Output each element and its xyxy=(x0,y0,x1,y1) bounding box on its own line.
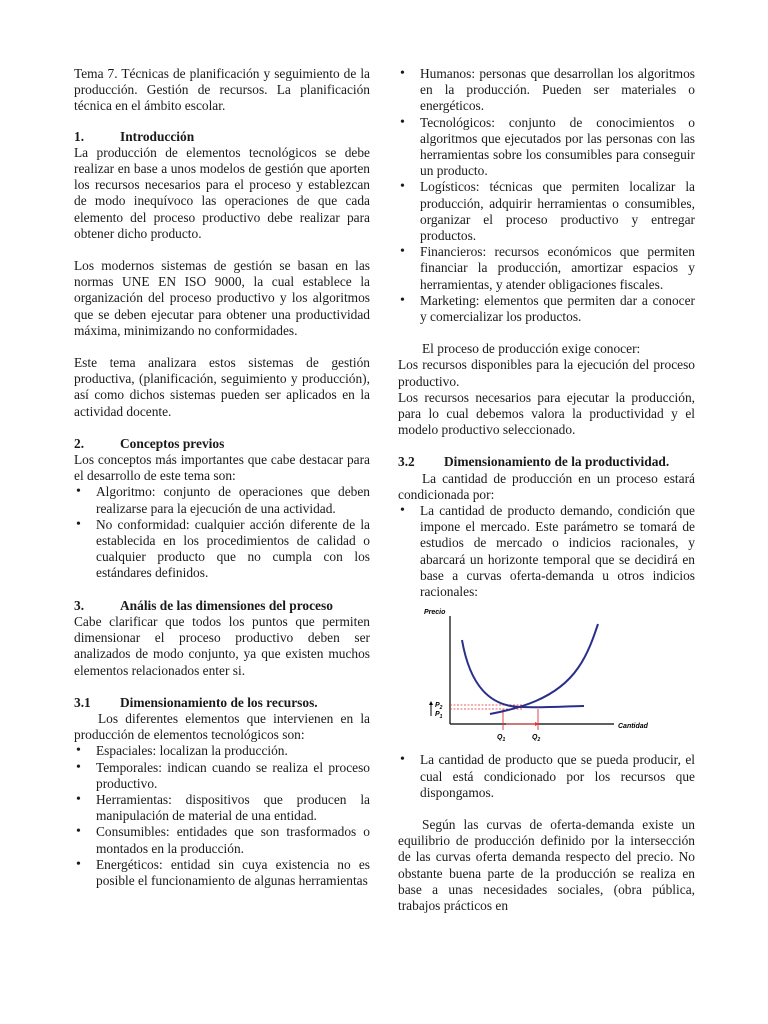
section-3-heading xyxy=(74,598,370,614)
x-axis-label: Cantidad xyxy=(618,723,648,731)
section-number: 3.1 xyxy=(74,694,91,710)
list-item: • Financieros: recursos económicos que permiten financiar la producción, amortizar espacios y herramientas, y atender obligaciones fiscales. xyxy=(398,244,695,293)
supply-demand-figure xyxy=(398,606,695,748)
section-1-heading xyxy=(74,129,370,145)
paragraph: Los recursos disponibles para la ejecución del proceso productivo. xyxy=(398,357,695,389)
list-item: • Consumibles: entidades que son trasformados o montados en la producción. xyxy=(74,824,370,856)
section-number: 3.2 xyxy=(398,454,415,470)
section-title: Anális de las dimensiones del proceso xyxy=(120,597,333,613)
list-item: • No conformidad: cualquier acción diferente de la establecida en los procedimientos de calidad o cualquier producto que no cumpla con los estándares definidos. xyxy=(74,517,370,582)
bullet-list xyxy=(74,484,370,581)
section-3-2-heading xyxy=(398,454,695,470)
list-item: • La cantidad de producto demando, condición que impone el mercado. Este parámetro se tomará de estudios de mercado o indicios racionales, y abarcará un horizonte temporal que se decidirá en base a curvas oferta-demanda u otros indicios racionales: xyxy=(398,503,695,600)
bullet-list xyxy=(74,743,370,889)
p2-label: $P_2$ xyxy=(435,702,443,712)
section-number: 1. xyxy=(74,128,85,144)
list-item: • Espaciales: localizan la producción. xyxy=(74,743,370,759)
document-title: Tema 7. Técnicas de planificación y seguimiento de la producción. Gestión de recursos. La planificación técnica en el ámbito escolar. xyxy=(74,66,370,114)
section-number: 2. xyxy=(74,435,85,451)
paragraph: Los recursos necesarios para ejecutar la producción, para lo cual debemos valora la productividad y el modelo productivo seleccionado. xyxy=(398,389,695,438)
demand-curve xyxy=(462,640,584,707)
list-item: • Energéticos: entidad sin cuya existencia no es posible el funcionamiento de algunas herramientas xyxy=(74,857,370,889)
list-item: • Herramientas: dispositivos que producen la manipulación de material de una entidad. xyxy=(74,792,370,824)
paragraph: Los diferentes elementos que intervienen en la producción de elementos tecnológicos son: xyxy=(74,710,370,743)
section-2-heading xyxy=(74,436,370,452)
paragraph: Según las curvas de oferta-demanda existe un equilibrio de producción definido por la intersección de las curvas oferta demanda respecto del precio. No obstante buena parte de la producción se realiza en base a unas necesidades sociales, (obra pública, trabajos prácticos en xyxy=(398,816,695,913)
section-title: Dimensionamiento de los recursos. xyxy=(120,694,318,710)
paragraph: La producción de elementos tecnológicos se debe realizar en base a unos modelos de gestión que aporten los recursos necesarios para el proceso y establezcan de modo inequívoco las operaciones de que cada elemento del proceso productivo debe realizar para obtener dicho producto. xyxy=(74,144,370,241)
list-item: • Marketing: elementos que permiten dar a conocer y comercializar los productos. xyxy=(398,293,695,325)
list-item: • Algoritmo: conjunto de operaciones que deben realizarse para la ejecución de una actividad. xyxy=(74,484,370,516)
q2-label: $Q_2$ xyxy=(532,734,541,744)
section-3-1-heading xyxy=(74,695,370,711)
y-axis-label: Precio xyxy=(424,609,446,617)
bullet-list xyxy=(398,503,695,600)
list-item: • Humanos: personas que desarrollan los algoritmos en la producción. Pueden ser materiales o energéticos. xyxy=(398,66,695,115)
section-title: Conceptos previos xyxy=(120,435,225,451)
p1-label: $P_1$ xyxy=(435,711,443,721)
supply-demand-diagram xyxy=(398,606,695,748)
paragraph: Los modernos sistemas de gestión se basan en las normas UNE EN ISO 9000, la cual establece la organización del proceso productivo y los algoritmos que se deben ejecutar para obtener una productividad máxima, minimizando no conformidades. xyxy=(74,258,370,338)
bullet-list xyxy=(398,752,695,801)
section-title: Dimensionamiento de la productividad. xyxy=(444,454,670,470)
q1-label: $Q_1$ xyxy=(497,734,506,744)
list-item: • La cantidad de producto que se pueda producir, el cual está condicionado por los recursos que dispongamos. xyxy=(398,752,695,801)
list-item: • Tecnológicos: conjunto de conocimientos o algoritmos que ejecutados por las personas con las herramientas sobre los consumibles para conseguir un producto. xyxy=(398,115,695,180)
list-item: • Temporales: indican cuando se realiza el proceso productivo. xyxy=(74,760,370,792)
section-number: 3. xyxy=(74,597,85,613)
price-arrow-head xyxy=(429,701,433,705)
paragraph: El proceso de producción exige conocer: xyxy=(422,341,641,357)
bullet-list xyxy=(398,66,695,325)
paragraph: Cabe clarificar que todos los puntos que permiten dimensionar el proceso productivo deben ser analizados de modo conjunto, ya que existen muchos elementos relacionados enter si. xyxy=(74,613,370,678)
paragraph: Los conceptos más importantes que cabe destacar para el desarrollo de este tema son: xyxy=(74,452,370,484)
right-column xyxy=(398,66,695,914)
paragraph: Este tema analizara estos sistemas de gestión productiva, (planificación, seguimiento y producción), así como dichos sistemas pueden ser aplicados en la actividad docente. xyxy=(74,355,370,419)
section-title: Introducción xyxy=(120,128,195,144)
supply-curve xyxy=(490,624,598,714)
left-column xyxy=(74,66,370,889)
list-item: • Logísticos: técnicas que permiten localizar la producción, adquirir herramientas o consumibles, organizar el proceso productivo y entregar productos. xyxy=(398,179,695,244)
paragraph: La cantidad de producción en un proceso estará condicionada por: xyxy=(398,470,695,502)
